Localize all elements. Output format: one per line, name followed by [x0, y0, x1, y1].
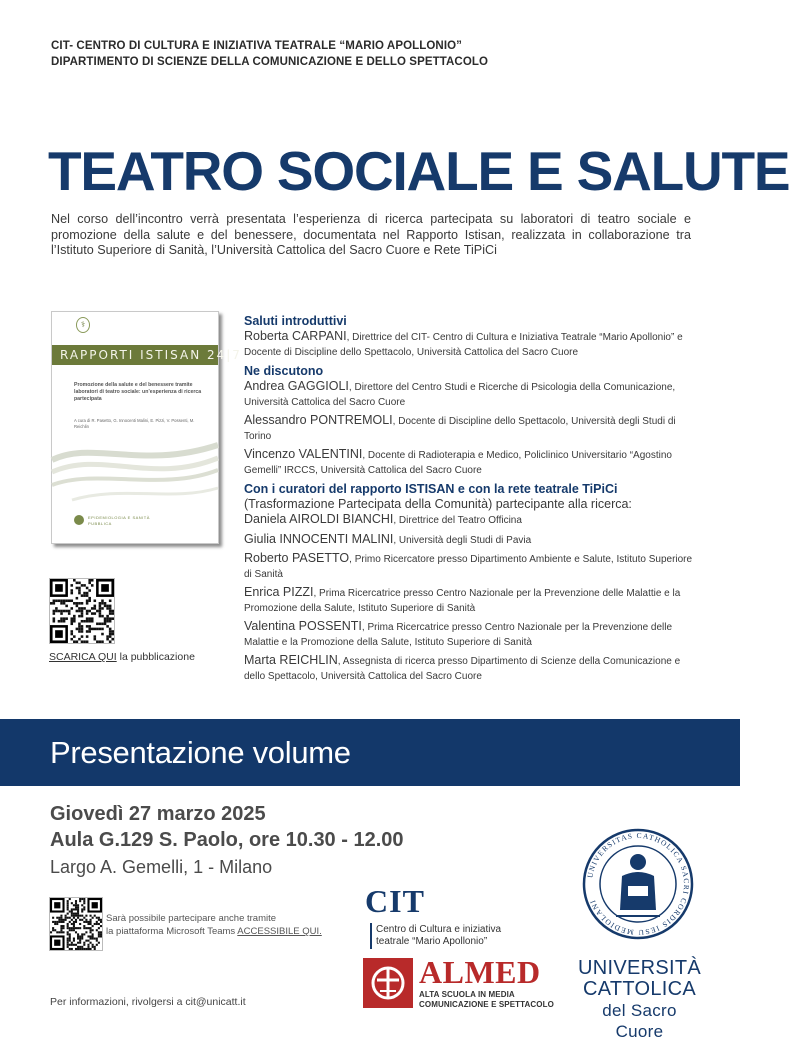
section-curatori-title: Con i curatori del rapporto ISTISAN e con la rete teatrale TiPiCi	[244, 482, 618, 496]
speaker-item	[244, 330, 696, 359]
organizer-header	[51, 38, 488, 70]
cit-logo: CIT	[365, 883, 425, 919]
speaker-role: , Prima Ricercatrice presso Centro Nazionale per la Prevenzione delle Malattie e la Promozione della Salute, Istituto Superiore di Sanità	[244, 622, 673, 648]
teams-line-1: Sarà possibile partecipare anche tramite	[106, 913, 277, 924]
speaker-role: , Primo Ricercatore presso Dipartimento Ambiente e Salute, Istituto Superiore di Sanità	[244, 554, 693, 580]
publication-qr-code[interactable]	[49, 578, 115, 644]
speaker-role: , Direttrice del CIT- Centro di Cultura e Iniziativa Teatrale “Mario Apollonio” e Docente di Discipline dello Spettacolo, Università Cattolica del Sacro Cuore	[244, 332, 683, 358]
ucsc-line-1: UNIVERSITÀ	[577, 957, 702, 979]
contact-info: Per informazioni, rivolgersi a cit@unicatt.it	[50, 996, 246, 1008]
band-title: Presentazione volume	[50, 735, 351, 770]
cit-subtitle-1: Centro di Cultura e iniziativa	[376, 924, 502, 935]
speaker-name: Alessandro PONTREMOLI	[244, 413, 393, 427]
speaker-name: Andrea GAGGIOLI	[244, 379, 349, 393]
speaker-item	[244, 552, 696, 581]
cover-waves-graphic	[52, 430, 218, 510]
speaker-item	[244, 380, 696, 409]
teams-qr-code[interactable]	[49, 897, 103, 951]
almed-subtitle	[419, 990, 554, 1010]
intro-paragraph: Nel corso dell’incontro verrà presentata l’esperienza di ricerca partecipata su laboratori di teatro sociale e promozione della salute e del benessere, documentata nel Rapporto Istisan, realizzata in collaborazione tra l’Istituto Superiore di Sanità, l’Università Cattolica del Sacro Cuore e Rete TiPiCi	[51, 212, 691, 257]
speaker-role: , Prima Ricercatrice presso Centro Nazionale per la Prevenzione delle Malattie e la Promozione della Salute, Istituto Superiore di Sanità	[244, 588, 681, 614]
speaker-name: Roberto PASETTO	[244, 551, 350, 565]
teams-line-2	[106, 925, 322, 938]
almed-subtitle-2: COMUNICAZIONE E SPETTACOLO	[419, 1000, 554, 1009]
section-ne-discutono: Ne discutono	[244, 364, 324, 378]
speaker-item	[244, 533, 696, 548]
seal-text: UNIVERSITAS CATHOLICA SACRI CORDIS IESU MEDIOLANI	[585, 830, 692, 938]
speaker-name: Vincenzo VALENTINI	[244, 447, 363, 461]
download-caption	[49, 651, 195, 663]
section-saluti: Saluti introduttivi	[244, 314, 347, 328]
cover-logo-text: EPIDEMIOLOGIA E SANITÀ PUBBLICA	[88, 515, 150, 526]
ucsc-line-2: CATTOLICA	[582, 978, 697, 1000]
cit-subtitle-2: teatrale “Mario Apollonio”	[376, 936, 488, 947]
speaker-item	[244, 586, 696, 615]
cover-authors: A cura di R. Pasetto, G. Innocenti Malini, E. Pizzi, V. Possenti, M. Reichlin	[74, 418, 195, 429]
speaker-item	[244, 654, 696, 683]
ucsc-line-3: del Sacro Cuore	[602, 1001, 677, 1041]
teams-note	[106, 912, 322, 938]
report-cover[interactable]	[51, 311, 242, 544]
speaker-name: Giulia INNOCENTI MALINI	[244, 531, 394, 546]
download-link[interactable]: SCARICA QUI	[49, 651, 117, 663]
cover-subtitle: Promozione della salute e del benessere tramite laboratori di teatro sociale: un’esperienza di ricerca partecipata	[74, 382, 202, 402]
cit-subtitle	[376, 924, 501, 948]
event-address: Largo A. Gemelli, 1 - Milano	[50, 857, 273, 877]
qr-code-icon	[50, 898, 102, 950]
cover-series-band	[52, 345, 242, 365]
ucsc-seal-icon	[582, 828, 694, 940]
speaker-name: Valentina POSSENTI	[244, 619, 362, 633]
speaker-name: Marta REICHLIN	[244, 653, 338, 667]
speaker-role: , Docente di Discipline dello Spettacolo, Università degli Studi di Torino	[244, 416, 676, 442]
speaker-name: Daniela AIROLDI BIANCHI	[244, 512, 394, 526]
section-curatori-rest: (Trasformazione Partecipata della Comunità) partecipante alla ricerca:	[244, 497, 632, 511]
speaker-item	[244, 513, 696, 528]
epidemiology-logo-icon	[74, 515, 84, 525]
speaker-item	[244, 414, 696, 443]
page-title: TEATRO SOCIALE E SALUTE	[48, 140, 789, 202]
speaker-role: , Assegnista di ricerca presso Dipartimento di Scienze della Comunicazione e dello Spettacolo, Università Cattolica del Sacro Cuore	[244, 656, 681, 682]
teams-link[interactable]: ACCESSIBILE QUI.	[237, 926, 322, 937]
almed-mark-icon	[363, 958, 413, 1008]
qr-code-icon	[50, 579, 114, 643]
speaker-role: , Direttrice del Teatro Officina	[393, 515, 522, 526]
speaker-item	[244, 620, 696, 649]
iss-emblem-icon: ⚕	[76, 317, 90, 333]
speaker-name: Roberta CARPANI	[244, 329, 347, 343]
cit-divider	[370, 923, 372, 949]
download-rest: la pubblicazione	[116, 651, 195, 663]
teams-line-2-text: la piattaforma Microsoft Teams	[106, 926, 238, 937]
organizer-line-1: CIT- CENTRO DI CULTURA E INIZIATIVA TEATRALE “MARIO APOLLONIO”	[51, 40, 463, 52]
speaker-role: , Università degli Studi di Pavia	[393, 534, 532, 546]
program-list	[244, 311, 696, 688]
event-place: Aula G.129 S. Paolo, ore 10.30 - 12.00	[50, 829, 404, 851]
almed-subtitle-1: ALTA SCUOLA IN MEDIA	[419, 990, 515, 999]
speaker-role: , Docente di Radioterapia e Medico, Policlinico Universitario “Agostino Gemelli” IRCCS, Università Cattolica del Sacro Cuore	[244, 450, 672, 476]
organizer-line-2: DIPARTIMENTO DI SCIENZE DELLA COMUNICAZIONE E DELLO SPETTACOLO	[51, 56, 489, 68]
ucsc-logo-text	[577, 958, 702, 1042]
speaker-name: Enrica PIZZI	[244, 585, 314, 599]
speaker-item	[244, 448, 696, 477]
presentation-band	[0, 719, 740, 786]
cover-series-title: RAPPORTI ISTISAN 24|7	[60, 348, 242, 362]
section-curatori	[244, 482, 696, 512]
speaker-role: , Direttore del Centro Studi e Ricerche di Psicologia della Comunicazione, Università Cattolica del Sacro Cuore	[244, 382, 676, 408]
event-date: Giovedì 27 marzo 2025	[50, 803, 266, 825]
almed-logo: ALMED	[419, 954, 541, 990]
